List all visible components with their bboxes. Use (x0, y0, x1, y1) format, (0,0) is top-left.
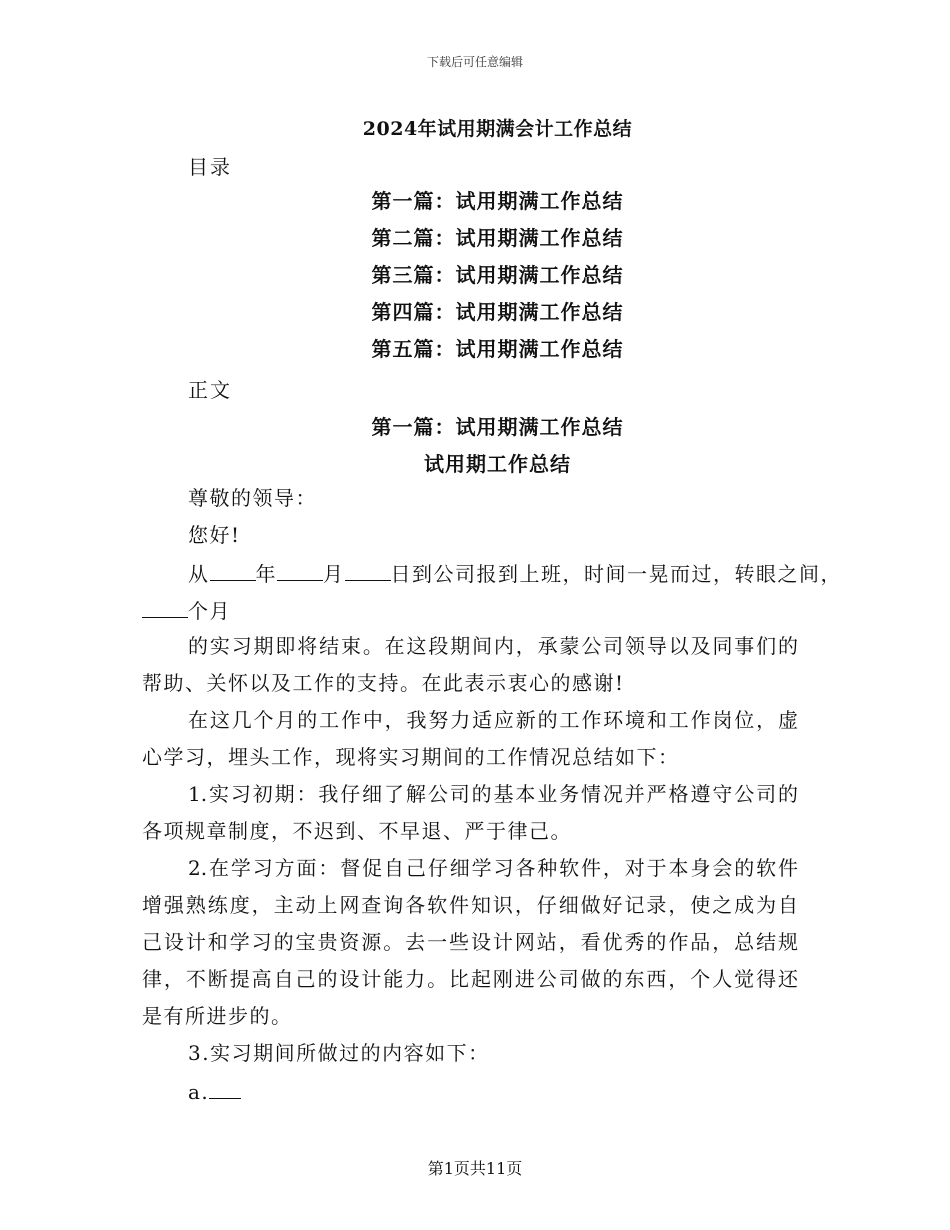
list-item-a-label: a. (188, 1080, 210, 1104)
intro-rest: 日到公司报到上班，时间一晃而过，转眼之间， (390, 562, 842, 586)
item-a-blank (209, 1076, 241, 1099)
list-item-a (142, 1076, 798, 1113)
toc-item[interactable]: 第四篇：试用期满工作总结 (371, 300, 624, 324)
toc-label: 目录 (188, 155, 232, 179)
paragraph-line: 帮助、关怀以及工作的支持。在此表示衷心的感谢! (142, 671, 625, 695)
table-of-contents (0, 187, 950, 372)
paragraph-line: 增强熟练度，主动上网查询各软件知识，仔细做好记录，使之成为自 (142, 893, 798, 917)
page-footer: 第1页共11页 (427, 1159, 523, 1178)
intro-months-suffix: 个月 (188, 599, 231, 623)
toc-item[interactable]: 第二篇：试用期满工作总结 (371, 226, 624, 250)
paragraph-line: 律，不断提高自己的设计能力。比起刚进公司做的东西，个人觉得还 (142, 967, 798, 991)
letter-body (142, 484, 842, 1113)
paragraph-line: 心学习，埋头工作，现将实习期间的工作情况总结如下： (142, 745, 680, 769)
month-blank (277, 558, 323, 581)
intro-year: 年 (255, 562, 277, 586)
greeting: 尊敬的领导： (188, 486, 317, 510)
paragraph-line: 是有所进步的。 (142, 1004, 293, 1028)
intro-months-line (142, 595, 798, 632)
part-heading: 第一篇：试用期满工作总结 (371, 415, 624, 439)
paragraph-line: 1.实习初期：我仔细了解公司的基本业务情况并严格遵守公司的 (188, 782, 798, 806)
day-blank (345, 558, 391, 581)
body-label: 正文 (188, 378, 232, 402)
subtitle: 试用期工作总结 (424, 452, 571, 476)
header-note: 下载后可任意编辑 (426, 55, 523, 69)
intro-month: 月 (323, 562, 345, 586)
document-title: 2024年试用期满会计工作总结 (362, 118, 633, 140)
year-blank (210, 558, 256, 581)
intro-line (142, 558, 842, 595)
paragraph-line: 的实习期即将结束。在这段期间内，承蒙公司领导以及同事们的 (188, 634, 798, 658)
months-blank (142, 595, 188, 618)
paragraph-line: 在这几个月的工作中，我努力适应新的工作环境和工作岗位，虚 (188, 708, 798, 732)
paragraph-line: 3.实习期间所做过的内容如下： (188, 1041, 490, 1065)
intro-from: 从 (188, 562, 210, 586)
paragraph-line: 2.在学习方面：督促自己仔细学习各种软件，对于本身会的软件 (188, 856, 798, 880)
toc-item[interactable]: 第五篇：试用期满工作总结 (371, 337, 624, 361)
paragraph-line: 各项规章制度，不迟到、不早退、严于律己。 (142, 819, 572, 843)
paragraph-line: 己设计和学习的宝贵资源。去一些设计网站，看优秀的作品，总结规 (142, 930, 798, 954)
toc-item[interactable]: 第一篇：试用期满工作总结 (371, 189, 624, 213)
toc-item[interactable]: 第三篇：试用期满工作总结 (371, 263, 624, 287)
hello-line: 您好! (188, 523, 241, 547)
